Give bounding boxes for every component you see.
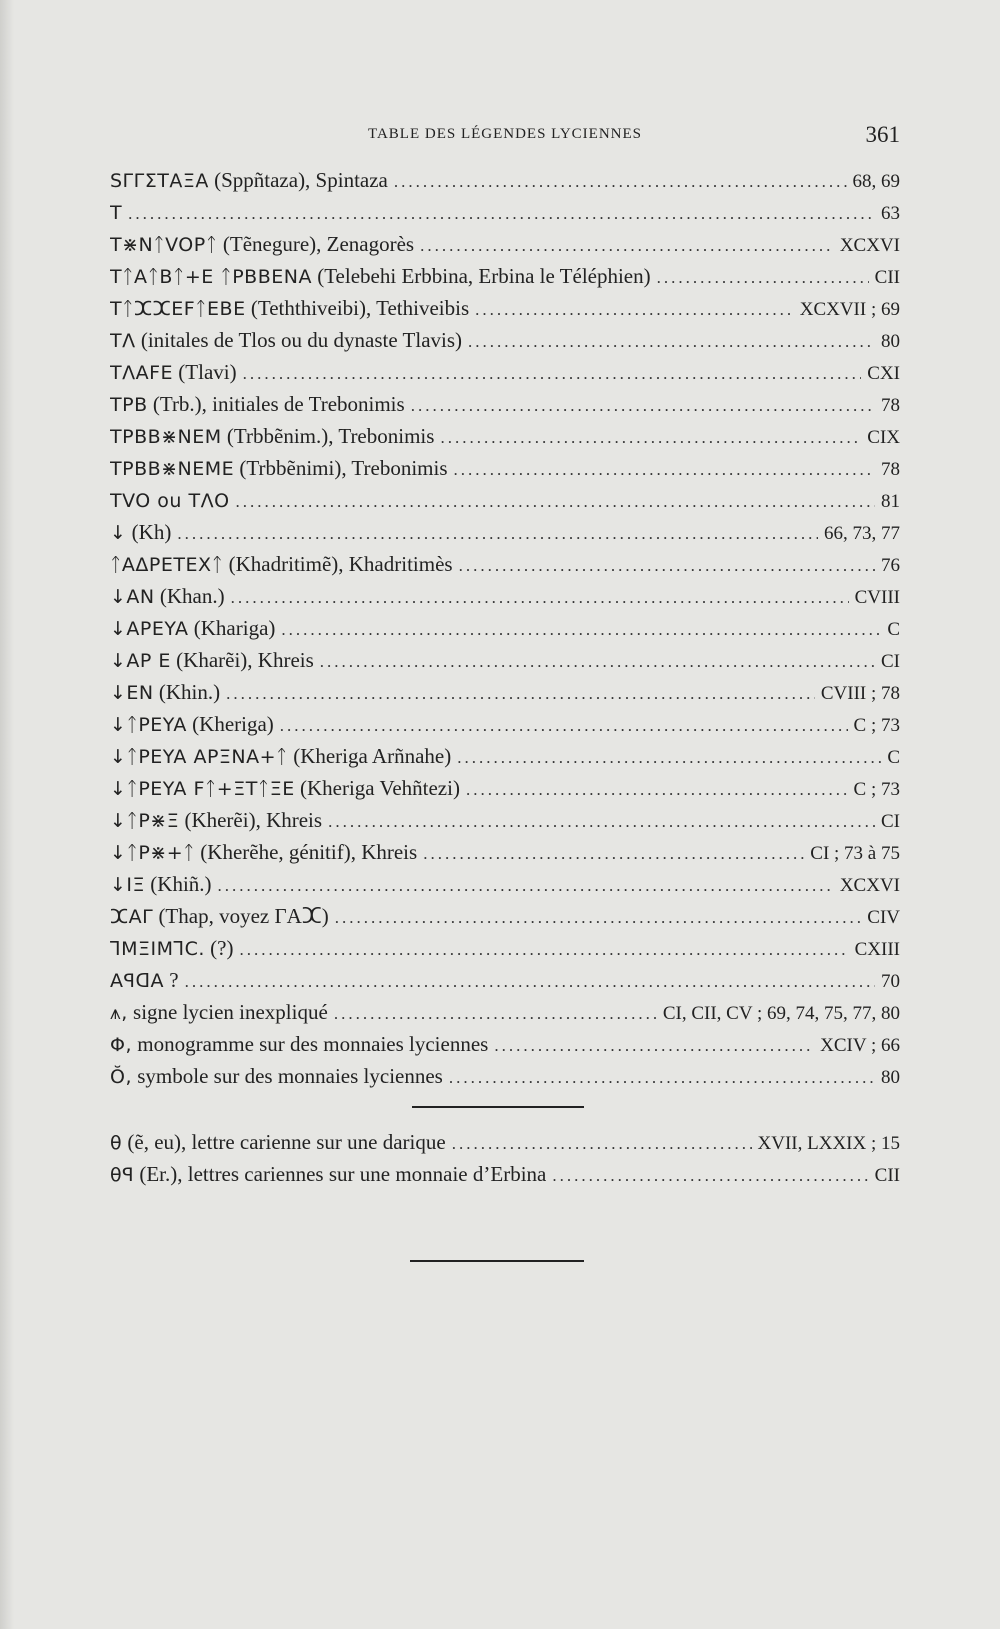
entry-description: (Kh) xyxy=(131,520,172,544)
lycian-legend: ⵋAΓ xyxy=(110,906,154,928)
page-reference: 81 xyxy=(881,491,900,512)
index-entry xyxy=(110,900,900,932)
dot-leader xyxy=(280,710,848,742)
entry-label xyxy=(110,164,388,197)
dot-leader xyxy=(218,870,834,902)
lycian-legend: θ xyxy=(110,1132,123,1154)
carian-entries-list xyxy=(110,1126,900,1190)
lycian-legend: TΛAFE xyxy=(110,362,174,384)
entry-label xyxy=(110,580,225,613)
entry-description: (Teththiveibi), Tethiveibis xyxy=(250,296,470,320)
entry-label xyxy=(110,484,230,517)
lycian-legend: ↓AP E xyxy=(110,650,171,672)
entry-label xyxy=(110,548,453,581)
dot-leader xyxy=(459,550,875,582)
index-entry xyxy=(110,548,900,580)
dot-leader xyxy=(177,518,818,550)
entry-label xyxy=(110,196,122,229)
index-entry xyxy=(110,164,900,196)
dot-leader xyxy=(334,998,657,1030)
entry-description: (Khiñ.) xyxy=(150,872,212,896)
lycian-legend: ↓ᛏP⋇Ξ xyxy=(110,810,180,832)
entry-description: (Trb.), initiales de Trebonimis xyxy=(152,392,405,416)
dot-leader xyxy=(231,582,849,614)
lycian-legend: ↓ᛏPEYA xyxy=(110,714,187,736)
page-reference: 76 xyxy=(881,555,900,576)
dot-leader xyxy=(466,774,848,806)
dot-leader xyxy=(226,678,815,710)
lycian-legend: ↓ᛏPEYA APΞNA+ᛏ xyxy=(110,746,288,768)
legend-entries-list xyxy=(110,164,900,1092)
lycian-legend: TPBB⋇NEM xyxy=(110,426,222,448)
dot-leader xyxy=(281,614,881,646)
entry-description: (ẽ, eu), lettre carienne sur une darique xyxy=(127,1130,446,1154)
entry-label xyxy=(110,804,322,837)
dot-leader xyxy=(320,646,875,678)
dot-leader xyxy=(423,838,804,870)
index-entry xyxy=(110,452,900,484)
lycian-legend: ↓ xyxy=(110,522,127,544)
lycian-legend: TᛏⵋⵋEFᛏEBE xyxy=(110,298,246,320)
entry-label xyxy=(110,836,417,869)
entry-description: (Telebehi Erbbina, Erbina le Téléphien) xyxy=(317,264,651,288)
dot-leader xyxy=(552,1160,868,1192)
entry-label xyxy=(110,1126,446,1159)
lycian-legend: T xyxy=(110,202,123,224)
entry-label xyxy=(110,1028,488,1061)
dot-leader xyxy=(239,934,848,966)
entry-label xyxy=(110,964,179,997)
entry-label xyxy=(110,708,274,741)
lycian-legend: T⋇NᛏVOPᛏ xyxy=(110,234,218,256)
section-divider xyxy=(412,1106,584,1108)
lycian-legend: ↓AN xyxy=(110,586,155,608)
page-reference: CIX xyxy=(867,427,900,448)
page-reference: CII xyxy=(874,267,900,288)
index-entry xyxy=(110,196,900,228)
page-reference: 68, 69 xyxy=(852,171,900,192)
entry-description: (Tlavi) xyxy=(178,360,237,384)
entry-label xyxy=(110,1060,443,1093)
lycian-legend: ↓APEYA xyxy=(110,618,189,640)
entry-description: (Trbbẽnim.), Trebonimis xyxy=(226,424,435,448)
page-reference: C ; 73 xyxy=(853,715,900,736)
dot-leader xyxy=(128,198,875,230)
entry-description: monogramme sur des monnaies lyciennes xyxy=(137,1032,489,1056)
entry-label xyxy=(110,996,328,1029)
index-entry xyxy=(110,356,900,388)
dot-leader xyxy=(657,262,869,294)
page-reference: 78 xyxy=(881,459,900,480)
page-reference: XCXVI xyxy=(839,875,900,896)
dot-leader xyxy=(475,294,794,326)
entry-label xyxy=(110,324,462,357)
page-reference: C xyxy=(887,619,900,640)
index-entry xyxy=(110,484,900,516)
entry-description: symbole sur des monnaies lyciennes xyxy=(137,1064,443,1088)
index-entry xyxy=(110,868,900,900)
page-edge-shadow xyxy=(0,0,14,1629)
page-reference: 78 xyxy=(881,395,900,416)
index-entry xyxy=(110,260,900,292)
running-title: TABLE DES LÉGENDES LYCIENNES xyxy=(367,126,643,142)
index-entry xyxy=(110,516,900,548)
dot-leader xyxy=(185,966,875,998)
entry-description: (Kherẽhe, génitif), Khreis xyxy=(200,840,418,864)
entry-description: (Er.), lettres cariennes sur une monnaie d’Erbina xyxy=(139,1162,547,1186)
index-entry xyxy=(110,644,900,676)
entry-label xyxy=(110,356,237,389)
index-entry xyxy=(110,580,900,612)
entry-label xyxy=(110,932,233,965)
lycian-legend: Ŏ, xyxy=(110,1066,132,1088)
index-entry xyxy=(110,228,900,260)
entry-description: (Kherẽi), Khreis xyxy=(184,808,323,832)
lycian-legend: TPB xyxy=(110,394,148,416)
index-entry xyxy=(110,420,900,452)
index-entry xyxy=(110,836,900,868)
entry-label xyxy=(110,868,212,901)
dot-leader xyxy=(236,486,875,518)
entry-description: ? xyxy=(169,968,179,992)
dot-leader xyxy=(457,742,881,774)
page-reference: XVII, LXXIX ; 15 xyxy=(757,1133,900,1154)
index-entry xyxy=(110,740,900,772)
index-entry xyxy=(110,1126,900,1158)
lycian-legend: ↓IΞ xyxy=(110,874,146,896)
entry-description: (initales de Tlos ou du dynaste Tlavis) xyxy=(140,328,463,352)
dot-leader xyxy=(394,166,847,198)
dot-leader xyxy=(243,358,862,390)
lycian-legend: TᛏAᛏBᛏ+E ᛏPBBENA xyxy=(110,266,312,288)
index-entry xyxy=(110,324,900,356)
entry-label xyxy=(110,644,314,677)
page-reference: 70 xyxy=(881,971,900,992)
lycian-legend: Φ, xyxy=(110,1034,132,1056)
entry-label xyxy=(110,1158,546,1191)
entry-description: (Tẽnegure), Zenagorès xyxy=(222,232,415,256)
page-reference: CI, CII, CV ; 69, 74, 75, 77, 80 xyxy=(662,1003,900,1024)
entry-label xyxy=(110,900,329,933)
page-reference: CXI xyxy=(867,363,900,384)
lycian-legend: ꓶMΞIMꓶC. xyxy=(110,938,205,960)
index-entry xyxy=(110,1028,900,1060)
lycian-legend: ↓EN xyxy=(110,682,154,704)
index-entry xyxy=(110,612,900,644)
index-entry xyxy=(110,1060,900,1092)
entry-label xyxy=(110,676,220,709)
entry-description: (Khariga) xyxy=(193,616,276,640)
page-reference: 63 xyxy=(881,203,900,224)
page-reference: CI xyxy=(881,651,900,672)
index-entry xyxy=(110,964,900,996)
index-entry xyxy=(110,996,900,1028)
page-reference: 80 xyxy=(881,331,900,352)
page-reference: CIV xyxy=(867,907,900,928)
dot-leader xyxy=(452,1128,752,1160)
page-reference: XCXVI xyxy=(839,235,900,256)
index-entry xyxy=(110,708,900,740)
entry-description: (Khan.) xyxy=(159,584,225,608)
index-entry xyxy=(110,676,900,708)
entry-description: (Thap, voyez ΓAⵋ) xyxy=(158,904,329,928)
page-reference: C xyxy=(887,747,900,768)
entry-description: (Trbbẽnimi), Trebonimis xyxy=(239,456,448,480)
page-reference: XCIV ; 66 xyxy=(820,1035,900,1056)
entry-label xyxy=(110,292,469,325)
entry-label xyxy=(110,516,171,549)
dot-leader xyxy=(328,806,875,838)
index-entry xyxy=(110,932,900,964)
entry-description: (Kheriga Vehñtezi) xyxy=(299,776,460,800)
dot-leader xyxy=(468,326,875,358)
page-reference: 80 xyxy=(881,1067,900,1088)
dot-leader xyxy=(454,454,875,486)
entry-description: (Kheriga) xyxy=(192,712,274,736)
index-entry xyxy=(110,804,900,836)
entry-label xyxy=(110,260,651,293)
page-header xyxy=(110,122,900,152)
page-reference: CVIII ; 78 xyxy=(820,683,900,704)
page-reference: CVIII xyxy=(854,587,900,608)
index-entry xyxy=(110,292,900,324)
lycian-legend: ↓ᛏPEYA Fᛏ+ΞTᛏΞE xyxy=(110,778,295,800)
entry-description: (Khin.) xyxy=(158,680,221,704)
entry-label xyxy=(110,228,414,261)
dot-leader xyxy=(420,230,834,262)
dot-leader xyxy=(335,902,861,934)
page-reference: CXIII xyxy=(854,939,900,960)
page-number: 361 xyxy=(865,122,900,147)
entry-label xyxy=(110,388,405,421)
lycian-legend: θꟼ xyxy=(110,1164,135,1186)
page-reference: CI xyxy=(881,811,900,832)
end-divider xyxy=(410,1260,584,1262)
dot-leader xyxy=(494,1030,814,1062)
page-reference: 66, 73, 77 xyxy=(824,523,900,544)
dot-leader xyxy=(411,390,875,422)
dot-leader xyxy=(449,1062,875,1094)
page-reference: XCXVII ; 69 xyxy=(799,299,900,320)
dot-leader xyxy=(440,422,861,454)
entry-description: (Kharẽi), Khreis xyxy=(176,648,314,672)
entry-label xyxy=(110,740,451,773)
lycian-legend: SΓΓΣΤΑΞΑ xyxy=(110,170,209,192)
entry-description: signe lycien inexpliqué xyxy=(133,1000,328,1024)
lycian-legend: TPBB⋇NEME xyxy=(110,458,235,480)
page-reference: C ; 73 xyxy=(853,779,900,800)
entry-label xyxy=(110,420,434,453)
entry-description: (Sppñtaza), Spintaza xyxy=(214,168,388,192)
lycian-legend: ↓ᛏP⋇+ᛏ xyxy=(110,842,196,864)
entry-description: (?) xyxy=(210,936,234,960)
index-entry xyxy=(110,1158,900,1190)
lycian-legend: AꟼꓷA xyxy=(110,970,165,992)
index-entry xyxy=(110,772,900,804)
entry-label xyxy=(110,772,460,805)
entry-description: (Khadritimẽ), Khadritimès xyxy=(228,552,453,576)
page-reference: CII xyxy=(874,1165,900,1186)
entry-label xyxy=(110,612,275,645)
lycian-legend: ⩚, xyxy=(110,1002,128,1024)
index-entry xyxy=(110,388,900,420)
entry-label xyxy=(110,452,448,485)
entry-description: (Kheriga Arñnahe) xyxy=(293,744,452,768)
lycian-legend: ᛏAΔPETEXᛏ xyxy=(110,554,224,576)
lycian-legend: TVO ou TΛO xyxy=(110,490,230,512)
lycian-legend: TΛ xyxy=(110,330,136,352)
page-reference: CI ; 73 à 75 xyxy=(810,843,900,864)
